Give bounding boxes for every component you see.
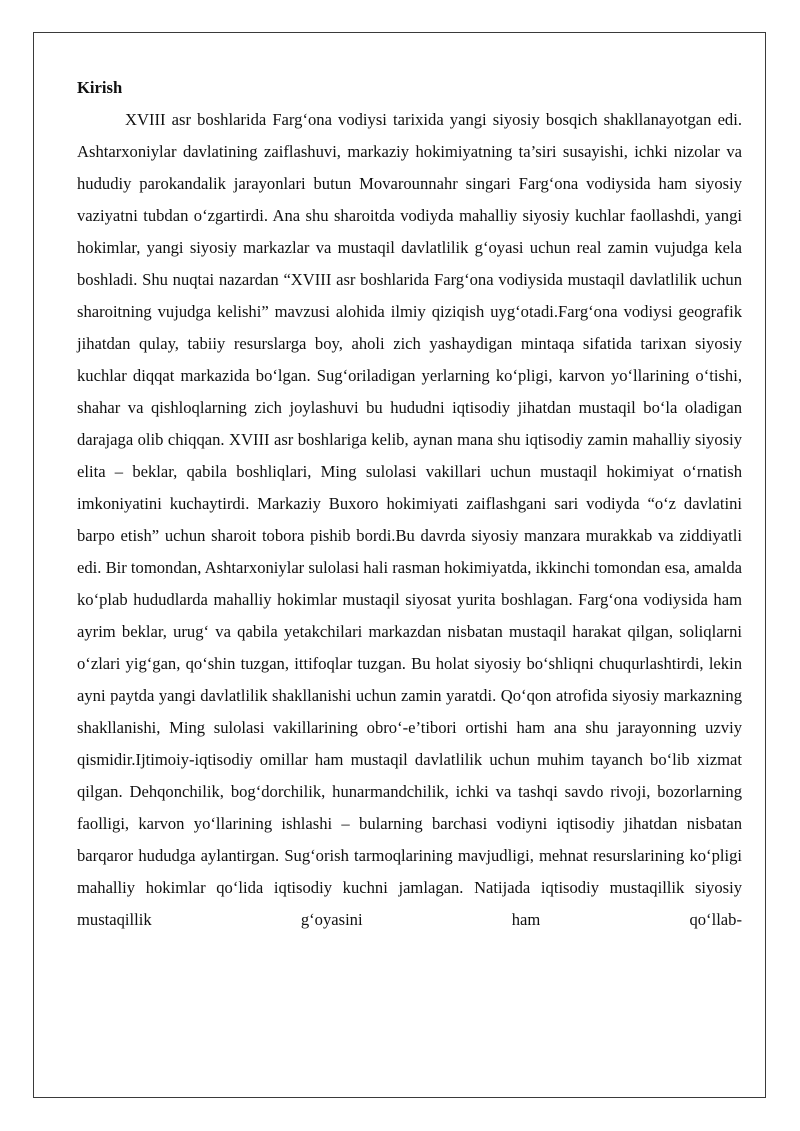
section-heading: Kirish — [77, 78, 123, 97]
body-paragraph: XVIII asr boshlarida Farg‘ona vodiysi tarixida yangi siyosiy bosqich shakllanayotgan edi. Ashtarxoniylar davlatining zaiflashuvi, markaziy hokimiyatning ta’siri susayishi, ichki nizolar va hududiy parokandalik jarayonlari butun Movarounnahr singari Farg‘ona vodiysida ham siyosiy vaziyatni tubdan o‘zgartirdi. Ana shu sharoitda vodiyda mahalliy siyosiy kuchlar faollashdi, yangi hokimlar, yangi siyosiy markazlar va mustaqil davlatlilik g‘oyasi uchun real zamin vujudga kela boshladi. Shu nuqtai nazardan “XVIII asr boshlarida Farg‘ona vodiysida mustaqil davlatlilik uchun sharoitning vujudga kelishi” mavzusi alohida ilmiy qiziqish uyg‘otadi.Farg‘ona vodiysi geografik jihatdan qulay, tabiiy resurslarga boy, aholi zich yashaydigan mintaqa sifatida tarixan siyosiy kuchlar diqqat markazida bo‘lgan. Sug‘oriladigan yerlarning ko‘pligi, karvon yo‘llarining o‘tishi, shahar va qishloqlarning zich joylashuvi bu hududni iqtisodiy jihatdan mustaqil bo‘la oladigan darajaga olib chiqqan. XVIII asr boshlariga kelib, aynan mana shu iqtisodiy zamin mahalliy siyosiy elita – beklar, qabila boshliqlari, Ming sulolasi vakillari uchun mustaqil hokimiyat o‘rnatish imkoniyatini kuchaytirdi. Markaziy Buxoro hokimiyati zaiflashgani sari vodiyda “o‘z davlatini barpo etish” uchun sharoit tobora pishib bordi.Bu davrda siyosiy manzara murakkab va ziddiyatli edi. Bir tomondan, Ashtarxoniylar sulolasi hali rasman hokimiyatda, ikkinchi tomondan esa, amalda ko‘plab hududlarda mahalliy hokimlar mustaqil siyosat yurita boshlagan. Farg‘ona vodiysida ham ayrim beklar, urug‘ va qabila yetakchilari markazdan nisbatan mustaqil harakat qilgan, soliqlarni o‘zlari yig‘gan, qo‘shin tuzgan, ittifoqlar tuzgan. Bu holat siyosiy bo‘shliqni chuqurlashtirdi, lekin ayni paytda yangi davlatlilik shakllanishi uchun zamin yaratdi. Qo‘qon atrofida siyosiy markazning shakllanishi, Ming sulolasi vakillarining obro‘-e’tibori ortishi ham ana shu jarayonning uzviy qismidir.Ijtimoiy-iqtisodiy omillar ham mustaqil davlatlilik uchun muhim tayanch bo‘lib xizmat qilgan. Dehqonchilik, bog‘dorchilik, hunarmandchilik, ichki va tashqi savdo rivoji, bozorlarning faolligi, karvon yo‘llarining ishlashi – bularning barchasi vodiyni iqtisodiy jihatdan nisbatan barqaror hududga aylantirgan. Sug‘orish tarmoqlarining mavjudligi, mehnat resurslarining ko‘pligi mahalliy hokimlar qo‘lida iqtisodiy kuchni jamlagan. Natijada iqtisodiy mustaqillik siyosiy mustaqillik g‘oyasini ham qo‘llab- — [77, 110, 742, 929]
document-body — [77, 72, 742, 936]
